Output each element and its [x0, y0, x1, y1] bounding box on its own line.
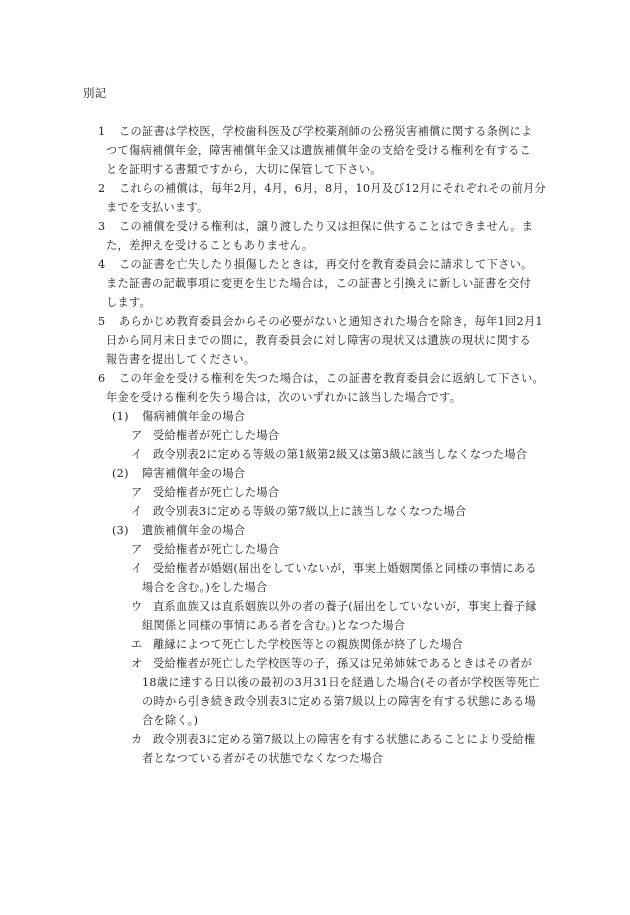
subitem-text: 18歳に達する日以後の最初の3月31日を経過した場合(その者が学校医等死亡 [142, 676, 540, 689]
document-title: 別記 [83, 86, 107, 100]
item-text: します。 [106, 296, 152, 309]
item-text: 日から同月末日までの間に，教育委員会に対し障害の現状又は遺族の現状に関する [106, 334, 532, 347]
subitem-text: 合を除く。) [142, 714, 199, 727]
item-text: また証書の記載事項に変更を生じた場合は，この証書と引換えに新しい証書を交付 [106, 277, 532, 290]
subitem-text: 政令別表2に定める等級の第1級第2級又は第3級に該当しなくなつた場合 [153, 448, 528, 461]
subitem-kana: イ [131, 505, 143, 518]
item-text: つて傷病補償年金，障害補償年金又は遺族補償年金の支給を受ける権利を有するこ [106, 144, 532, 157]
subitem-text: の時から引き続き政令別表3に定める第7級以上の障害を有する状態にある場 [142, 695, 536, 708]
subitem-kana: ア [131, 543, 143, 556]
subitem-text: 受給権者が婚姻(届出をしていないが，事実上婚姻関係と同様の事情にある [153, 562, 537, 575]
subitem-text: 政令別表3に定める第7級以上の障害を有する状態にあることにより受給権 [153, 733, 536, 746]
subsection-label: 傷病補償年金の場合 [142, 410, 246, 423]
subsection-number: (2) [112, 467, 129, 480]
subitem-kana: ア [131, 429, 143, 442]
item-number: 1 [98, 125, 106, 138]
subitem-text: 受給権者が死亡した場合 [153, 543, 280, 556]
subitem-text: 組関係と同様の事情にある者を含む。)となつた場合 [142, 619, 406, 632]
subitem-kana: イ [131, 562, 143, 575]
subsection-label: 障害補償年金の場合 [142, 467, 246, 480]
subitem-text: 受給権者が死亡した場合 [153, 486, 280, 499]
item-text: 年金を受ける権利を失う場合は，次のいずれかに該当した場合です。 [106, 391, 462, 404]
subitem-text: 直系血族又は直系姻族以外の者の養子(届出をしていないが，事実上養子縁 [153, 600, 537, 613]
subitem-text: 離縁によつて死亡した学校医等との親族関係が終了した場合 [153, 638, 464, 651]
subitem-kana: ウ [131, 600, 143, 613]
subitem-text: 政令別表3に定める等級の第7級以上に該当しなくなつた場合 [153, 505, 467, 518]
item-text: あらかじめ教育委員会からその必要がないと通知された場合を除き，毎年1回2月1 [119, 315, 543, 328]
item-text: とを証明する書類ですから，大切に保管して下さい。 [106, 163, 382, 176]
subitem-kana: イ [131, 448, 143, 461]
item-text: この年金を受ける権利を失つた場合は，この証書を教育委員会に返納して下さい。 [119, 372, 545, 385]
item-number: 3 [98, 220, 106, 233]
item-number: 4 [98, 258, 106, 271]
item-text: この補償を受ける権利は，譲り渡したり又は担保に供することはできません。ま [119, 220, 534, 233]
item-text: た，差押えを受けることもありません。 [106, 239, 314, 252]
subitem-kana: エ [131, 638, 143, 651]
subitem-text: 受給権者が死亡した学校医等の子，孫又は兄弟姉妹であるときはその者が [153, 657, 533, 670]
item-number: 2 [98, 182, 106, 195]
subitem-text: 場合を含む。)をした場合 [142, 581, 268, 594]
item-text: この証書を亡失したり損傷したときは，再交付を教育委員会に請求して下さい。 [119, 258, 533, 271]
subitem-kana: カ [131, 733, 143, 746]
subsection-number: (1) [112, 410, 129, 423]
subitem-kana: オ [131, 657, 143, 670]
subitem-text: 受給権者が死亡した場合 [153, 429, 280, 442]
subsection-number: (3) [112, 524, 129, 537]
item-text: 報告書を提出してください。 [106, 353, 256, 366]
item-text: これらの補償は，毎年2月，4月，6月，8月，10月及び12月にそれぞれその前月分 [119, 182, 546, 195]
subitem-text: 者となつている者がその状態でなくなつた場合 [142, 752, 384, 765]
item-text: までを支払います。 [106, 201, 209, 214]
item-number: 5 [98, 315, 106, 328]
item-text: この証書は学校医，学校歯科医及び学校薬剤師の公務災害補償に関する条例によ [119, 125, 533, 138]
subitem-kana: ア [131, 486, 143, 499]
item-number: 6 [98, 372, 106, 385]
subsection-label: 遺族補償年金の場合 [142, 524, 246, 537]
